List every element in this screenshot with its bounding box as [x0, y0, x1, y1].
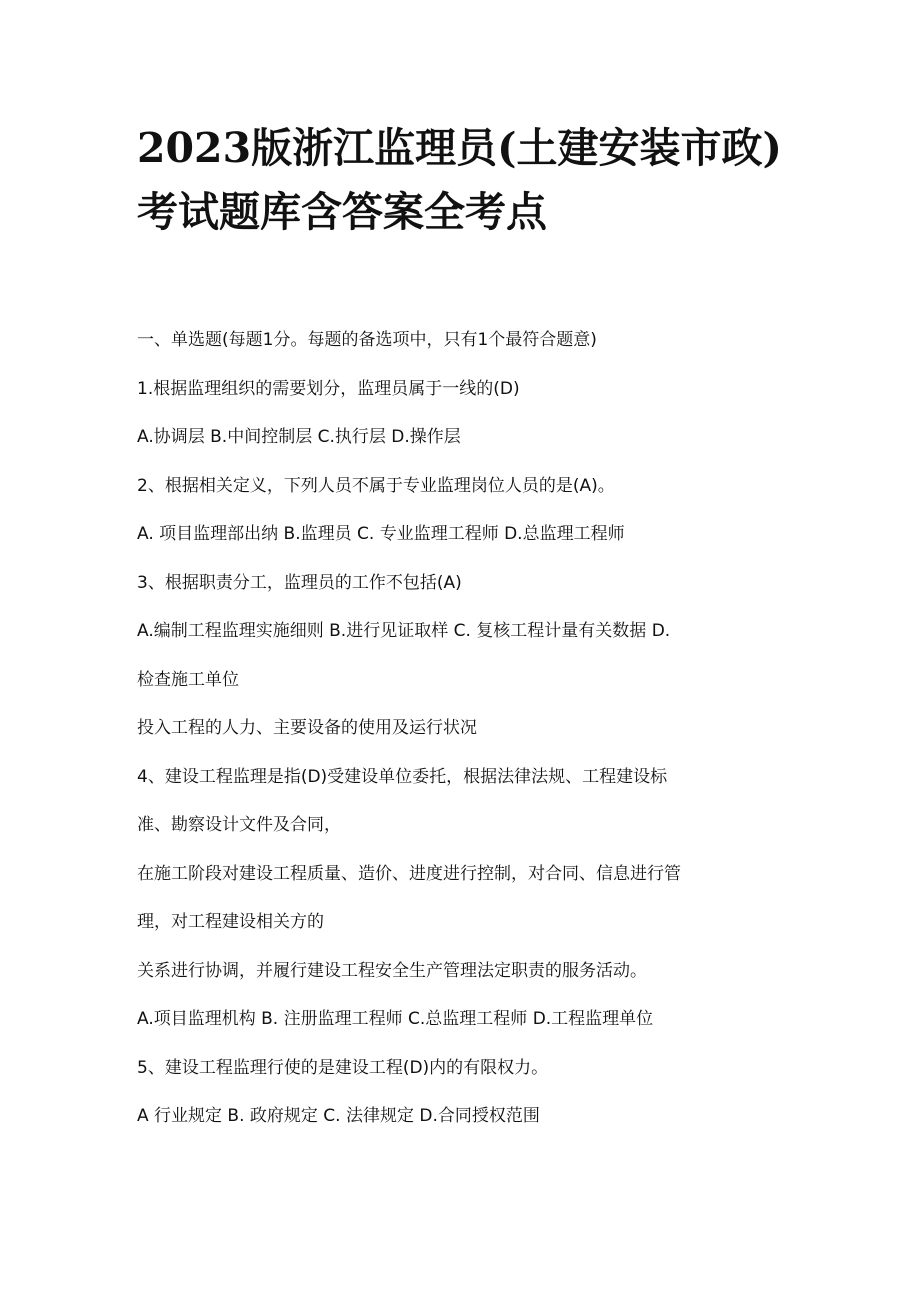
question-3-options-cont-2: 投入工程的人力、主要设备的使用及运行状况: [137, 718, 477, 738]
question-5-options: A 行业规定 B. 政府规定 C. 法律规定 D.合同授权范围: [137, 1106, 540, 1126]
question-1-options: A.协调层 B.中间控制层 C.执行层 D.操作层: [137, 427, 461, 447]
question-2-options: A. 项目监理部出纳 B.监理员 C. 专业监理工程师 D.总监理工程师: [137, 524, 625, 544]
document-body: [137, 323, 787, 1148]
question-4-cont-4: 关系进行协调，并履行建设工程安全生产管理法定职责的服务活动。: [137, 960, 647, 981]
question-2: 2、根据相关定义，下列人员不属于专业监理岗位人员的是(A)。: [137, 475, 615, 496]
section-heading: 一、单选题(每题1分。每题的备选项中，只有1个最符合题意): [137, 330, 597, 350]
question-4-cont-3: 理，对工程建设相关方的: [137, 912, 324, 932]
question-4-cont-2: 在施工阶段对建设工程质量、造价、进度进行控制，对合同、信息进行管: [137, 863, 681, 884]
title-line-2: 考试题库含答案全考点: [137, 188, 547, 236]
title-line-1: 2023版浙江监理员(土建安装市政): [137, 124, 782, 172]
document-title: [137, 116, 837, 244]
question-4: 4、建设工程监理是指(D)受建设单位委托，根据法律法规、工程建设标: [137, 766, 668, 787]
question-3: 3、根据职责分工，监理员的工作不包括(A): [137, 572, 462, 593]
question-3-options: A.编制工程监理实施细则 B.进行见证取样 C. 复核工程计量有关数据 D.: [137, 621, 671, 641]
question-5: 5、建设工程监理行使的是建设工程(D)内的有限权力。: [137, 1057, 549, 1078]
question-1: 1.根据监理组织的需要划分，监理员属于一线的(D): [137, 378, 520, 399]
question-4-cont-1: 准、勘察设计文件及合同，: [137, 815, 341, 835]
question-4-options: A.项目监理机构 B. 注册监理工程师 C.总监理工程师 D.工程监理单位: [137, 1009, 654, 1029]
question-3-options-cont: 检查施工单位: [137, 669, 239, 690]
